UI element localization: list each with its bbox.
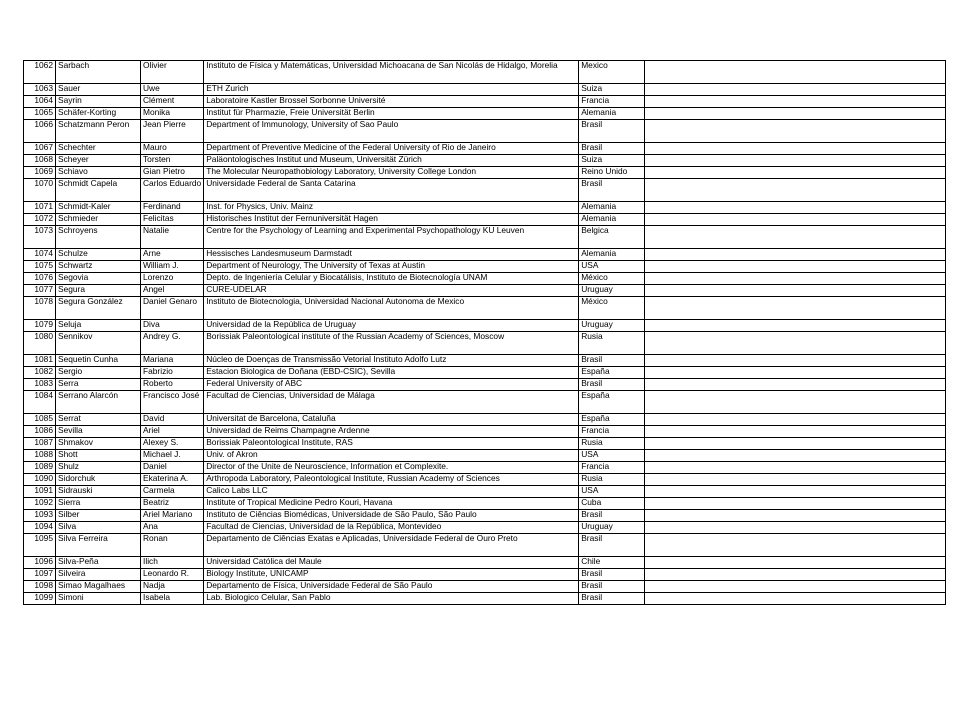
last-name-cell: Segovia [56,273,141,285]
row-number-cell: 1064 [24,96,56,108]
institution-cell: Department of Immunology, University of Sao Paulo [204,120,579,143]
first-name-cell: Olivier [141,61,204,84]
last-name-cell: Silveira [56,569,141,581]
table-row [24,534,946,557]
empty-cell [645,391,946,414]
table-row [24,557,946,569]
first-name-cell: Mauro [141,143,204,155]
row-number-cell: 1073 [24,226,56,249]
last-name-cell: Seluja [56,320,141,332]
country-cell: Mexico [579,61,645,84]
first-name-cell: Ana [141,522,204,534]
institution-cell: CURE-UDELAR [204,285,579,297]
last-name-cell: Schatzmann Peron [56,120,141,143]
table-row [24,593,946,605]
institution-cell: Director of the Unite de Neuroscience, Information et Complexite. [204,462,579,474]
last-name-cell: Scheyer [56,155,141,167]
empty-cell [645,179,946,202]
first-name-cell: Ariel Mariano [141,510,204,522]
first-name-cell: Roberto [141,379,204,391]
first-name-cell: William J. [141,261,204,273]
table-row [24,297,946,320]
country-cell: Alemania [579,202,645,214]
first-name-cell: Daniel Genaro [141,297,204,320]
last-name-cell: Sierra [56,498,141,510]
first-name-cell: Ilich [141,557,204,569]
row-number-cell: 1099 [24,593,56,605]
country-cell: España [579,414,645,426]
first-name-cell: Monika [141,108,204,120]
table-row [24,143,946,155]
table-row [24,379,946,391]
row-number-cell: 1077 [24,285,56,297]
institution-cell: Instituto de Biotecnologia, Universidad Nacional Autonoma de Mexico [204,297,579,320]
table-row [24,462,946,474]
table-row [24,450,946,462]
last-name-cell: Sidorchuk [56,474,141,486]
country-cell: Brasil [579,379,645,391]
country-cell: Brasil [579,355,645,367]
row-number-cell: 1095 [24,534,56,557]
last-name-cell: Sarbach [56,61,141,84]
row-number-cell: 1091 [24,486,56,498]
table-row [24,108,946,120]
empty-cell [645,569,946,581]
country-cell: Brasil [579,593,645,605]
row-number-cell: 1088 [24,450,56,462]
empty-cell [645,143,946,155]
first-name-cell: Angel [141,285,204,297]
institution-cell: Biology Institute, UNICAMP [204,569,579,581]
country-cell: Brasil [579,534,645,557]
row-number-cell: 1086 [24,426,56,438]
last-name-cell: Serrano Alarcón [56,391,141,414]
first-name-cell: Alexey S. [141,438,204,450]
empty-cell [645,557,946,569]
empty-cell [645,355,946,367]
table-row [24,285,946,297]
first-name-cell: Michael J. [141,450,204,462]
last-name-cell: Schäfer-Korting [56,108,141,120]
last-name-cell: Shulz [56,462,141,474]
empty-cell [645,285,946,297]
country-cell: Suiza [579,155,645,167]
institution-cell: Instituto de Ciências Biomédicas, Universidade de São Paulo, São Paulo [204,510,579,522]
table-row [24,96,946,108]
country-cell: Uruguay [579,285,645,297]
country-cell: Brasil [579,143,645,155]
institution-cell: Federal University of ABC [204,379,579,391]
first-name-cell: Carmela [141,486,204,498]
empty-cell [645,581,946,593]
last-name-cell: Schulze [56,249,141,261]
institution-cell: ETH Zurich [204,84,579,96]
table-row [24,522,946,534]
row-number-cell: 1075 [24,261,56,273]
country-cell: Uruguay [579,522,645,534]
institution-cell: Laboratoire Kastler Brossel Sorbonne Université [204,96,579,108]
row-number-cell: 1076 [24,273,56,285]
empty-cell [645,273,946,285]
empty-cell [645,320,946,332]
last-name-cell: Schmidt-Kaler [56,202,141,214]
first-name-cell: Fabrizio [141,367,204,379]
empty-cell [645,214,946,226]
first-name-cell: Mariana [141,355,204,367]
first-name-cell: Arne [141,249,204,261]
row-number-cell: 1067 [24,143,56,155]
last-name-cell: Simoni [56,593,141,605]
institution-cell: The Molecular Neuropathobiology Laboratory, University College London [204,167,579,179]
table-row [24,61,946,84]
table-row [24,414,946,426]
empty-cell [645,593,946,605]
first-name-cell: Felicitas [141,214,204,226]
first-name-cell: Lorenzo [141,273,204,285]
institution-cell: Instituto de Física y Matemáticas, Universidad Michoacana de San Nicolás de Hidalgo, Morelia [204,61,579,84]
first-name-cell: Ekaterina A. [141,474,204,486]
institution-cell: Centre for the Psychology of Learning and Experimental Psychopathology KU Leuven [204,226,579,249]
institution-cell: Depto. de Ingeniería Celular y Biocatálisis, Instituto de Biotecnología UNAM [204,273,579,285]
first-name-cell: Ariel [141,426,204,438]
table-row [24,120,946,143]
empty-cell [645,414,946,426]
institution-cell: Universidad Católica del Maule [204,557,579,569]
row-number-cell: 1066 [24,120,56,143]
row-number-cell: 1068 [24,155,56,167]
row-number-cell: 1085 [24,414,56,426]
country-cell: México [579,273,645,285]
first-name-cell: Nadja [141,581,204,593]
table-row [24,202,946,214]
country-cell: Alemania [579,249,645,261]
first-name-cell: Andrey G. [141,332,204,355]
institution-cell: Institut für Pharmazie, Freie Universität Berlin [204,108,579,120]
last-name-cell: Schiavo [56,167,141,179]
last-name-cell: Serra [56,379,141,391]
country-cell: España [579,391,645,414]
country-cell: USA [579,261,645,273]
last-name-cell: Sauer [56,84,141,96]
country-cell: Brasil [579,120,645,143]
country-cell: Belgica [579,226,645,249]
empty-cell [645,261,946,273]
first-name-cell: Clément [141,96,204,108]
empty-cell [645,120,946,143]
row-number-cell: 1093 [24,510,56,522]
country-cell: Alemania [579,214,645,226]
row-number-cell: 1082 [24,367,56,379]
participants-table [23,60,946,605]
table-row [24,438,946,450]
empty-cell [645,462,946,474]
country-cell: Suiza [579,84,645,96]
table-row [24,367,946,379]
table-row [24,332,946,355]
empty-cell [645,522,946,534]
last-name-cell: Schroyens [56,226,141,249]
empty-cell [645,108,946,120]
table-row [24,498,946,510]
country-cell: España [579,367,645,379]
first-name-cell: Francisco José [141,391,204,414]
country-cell: Rusia [579,332,645,355]
empty-cell [645,297,946,320]
row-number-cell: 1079 [24,320,56,332]
participants-table-body [24,61,946,605]
last-name-cell: Sayrin [56,96,141,108]
table-row [24,214,946,226]
institution-cell: Borissiak Paleontological institute of the Russian Academy of Sciences, Moscow [204,332,579,355]
institution-cell: Arthropoda Laboratory, Paleontological Institute, Russian Academy of Sciences [204,474,579,486]
table-row [24,355,946,367]
country-cell: Chile [579,557,645,569]
last-name-cell: Segura [56,285,141,297]
last-name-cell: Silber [56,510,141,522]
table-row [24,84,946,96]
country-cell: Brasil [579,581,645,593]
row-number-cell: 1098 [24,581,56,593]
country-cell: Francia [579,462,645,474]
last-name-cell: Schmidt Capela [56,179,141,202]
table-row [24,391,946,414]
empty-cell [645,155,946,167]
country-cell: Francia [579,96,645,108]
row-number-cell: 1063 [24,84,56,96]
first-name-cell: Leonardo R. [141,569,204,581]
country-cell: Brasil [579,510,645,522]
institution-cell: Department of Neurology, The University of Texas at Austin [204,261,579,273]
row-number-cell: 1094 [24,522,56,534]
row-number-cell: 1081 [24,355,56,367]
empty-cell [645,438,946,450]
table-row [24,510,946,522]
last-name-cell: Shmakov [56,438,141,450]
last-name-cell: Silva Ferreira [56,534,141,557]
table-row [24,426,946,438]
row-number-cell: 1087 [24,438,56,450]
row-number-cell: 1097 [24,569,56,581]
table-row [24,226,946,249]
last-name-cell: Sidrauski [56,486,141,498]
first-name-cell: Torsten [141,155,204,167]
last-name-cell: Serrat [56,414,141,426]
first-name-cell: Ferdinand [141,202,204,214]
table-row [24,320,946,332]
empty-cell [645,486,946,498]
row-number-cell: 1089 [24,462,56,474]
country-cell: Rusia [579,474,645,486]
institution-cell: Universitat de Barcelona, Cataluña [204,414,579,426]
last-name-cell: Schmieder [56,214,141,226]
institution-cell: Lab. Biologico Celular, San Pablo [204,593,579,605]
row-number-cell: 1065 [24,108,56,120]
country-cell: Alemania [579,108,645,120]
empty-cell [645,84,946,96]
row-number-cell: 1090 [24,474,56,486]
first-name-cell: Daniel [141,462,204,474]
table-row [24,273,946,285]
institution-cell: Estacion Biologica de Doñana (EBD-CSIC), Sevilla [204,367,579,379]
country-cell: Reino Unido [579,167,645,179]
institution-cell: Department of Preventive Medicine of the Federal University of Rio de Janeiro [204,143,579,155]
first-name-cell: Beatriz [141,498,204,510]
institution-cell: Universidad de Reims Champagne Ardenne [204,426,579,438]
empty-cell [645,332,946,355]
table-row [24,261,946,273]
row-number-cell: 1070 [24,179,56,202]
table-row [24,486,946,498]
last-name-cell: Schwartz [56,261,141,273]
country-cell: Brasil [579,569,645,581]
empty-cell [645,474,946,486]
country-cell: México [579,297,645,320]
first-name-cell: Gian Pietro [141,167,204,179]
institution-cell: Hessisches Landesmuseum Darmstadt [204,249,579,261]
institution-cell: Univ. of Akron [204,450,579,462]
institution-cell: Inst. for Physics, Univ. Mainz [204,202,579,214]
row-number-cell: 1074 [24,249,56,261]
first-name-cell: Natalie [141,226,204,249]
first-name-cell: Uwe [141,84,204,96]
row-number-cell: 1092 [24,498,56,510]
row-number-cell: 1096 [24,557,56,569]
last-name-cell: Sergio [56,367,141,379]
row-number-cell: 1083 [24,379,56,391]
institution-cell: Institute of Tropical Medicine Pedro Kouri, Havana [204,498,579,510]
first-name-cell: Diva [141,320,204,332]
empty-cell [645,61,946,84]
institution-cell: Paläontologisches Institut und Museum, Universität Zürich [204,155,579,167]
last-name-cell: Shott [56,450,141,462]
first-name-cell: Carlos Eduardo [141,179,204,202]
institution-cell: Historisches Institut der Fernuniversität Hagen [204,214,579,226]
institution-cell: Facultad de Ciencias, Universidad de Málaga [204,391,579,414]
country-cell: Francia [579,426,645,438]
first-name-cell: Ronan [141,534,204,557]
table-row [24,179,946,202]
institution-cell: Universidade Federal de Santa Catarina [204,179,579,202]
institution-cell: Universidad de la República de Uruguay [204,320,579,332]
last-name-cell: Sevilla [56,426,141,438]
last-name-cell: Sequetin Cunha [56,355,141,367]
empty-cell [645,167,946,179]
row-number-cell: 1071 [24,202,56,214]
row-number-cell: 1078 [24,297,56,320]
table-row [24,155,946,167]
empty-cell [645,379,946,391]
institution-cell: Calico Labs LLC [204,486,579,498]
country-cell: USA [579,486,645,498]
empty-cell [645,426,946,438]
table-row [24,474,946,486]
country-cell: Brasil [579,179,645,202]
first-name-cell: Jean Pierre [141,120,204,143]
institution-cell: Facultad de Ciencias, Universidad de la República, Montevideo [204,522,579,534]
institution-cell: Departamento de Ciências Exatas e Aplicadas, Universidade Federal de Ouro Preto [204,534,579,557]
row-number-cell: 1080 [24,332,56,355]
last-name-cell: Silva [56,522,141,534]
table-row [24,569,946,581]
country-cell: Cuba [579,498,645,510]
empty-cell [645,534,946,557]
table-row [24,249,946,261]
table-row [24,581,946,593]
last-name-cell: Silva-Peña [56,557,141,569]
last-name-cell: Sennikov [56,332,141,355]
empty-cell [645,202,946,214]
last-name-cell: Schechter [56,143,141,155]
row-number-cell: 1084 [24,391,56,414]
empty-cell [645,510,946,522]
row-number-cell: 1072 [24,214,56,226]
institution-cell: Núcleo de Doenças de Transmissão Vetorial Instituto Adolfo Lutz [204,355,579,367]
last-name-cell: Simao Magalhaes [56,581,141,593]
institution-cell: Departamento de Física, Universidade Federal de São Paulo [204,581,579,593]
last-name-cell: Segura González [56,297,141,320]
country-cell: USA [579,450,645,462]
empty-cell [645,367,946,379]
empty-cell [645,498,946,510]
first-name-cell: Isabela [141,593,204,605]
country-cell: Rusia [579,438,645,450]
table-row [24,167,946,179]
first-name-cell: David [141,414,204,426]
empty-cell [645,450,946,462]
empty-cell [645,226,946,249]
row-number-cell: 1062 [24,61,56,84]
country-cell: Uruguay [579,320,645,332]
empty-cell [645,249,946,261]
empty-cell [645,96,946,108]
row-number-cell: 1069 [24,167,56,179]
institution-cell: Borissiak Paleontological Institute, RAS [204,438,579,450]
